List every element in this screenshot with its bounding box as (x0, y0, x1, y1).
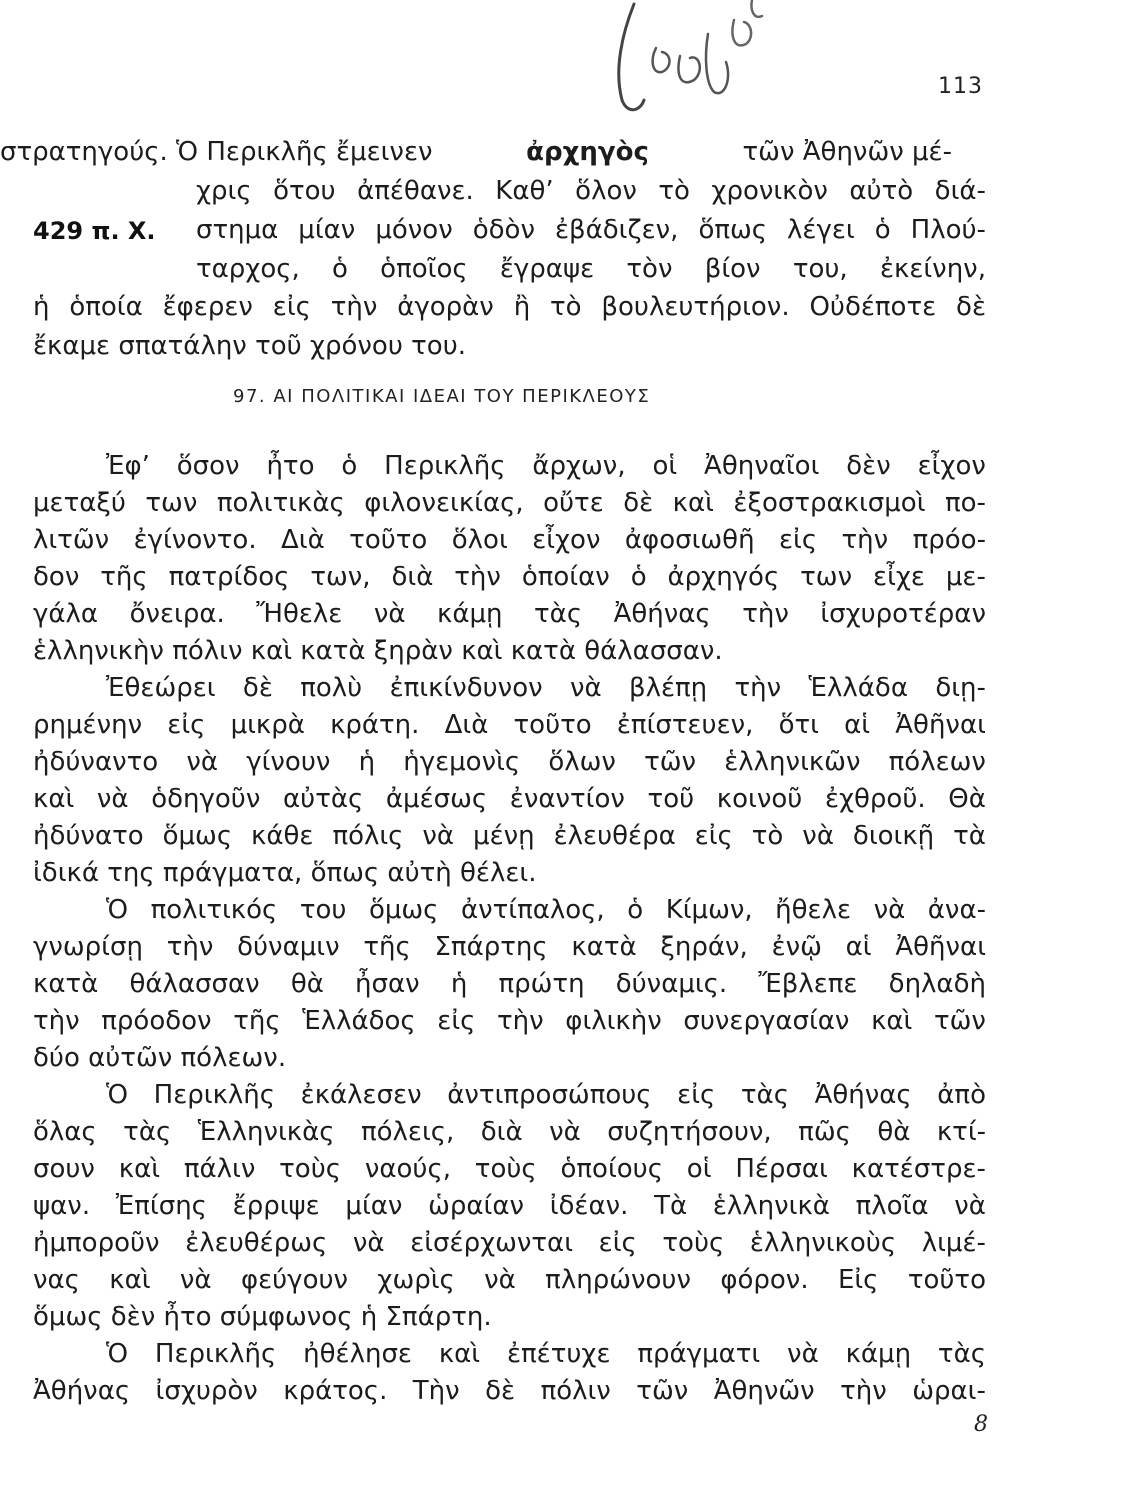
word: ἐνῷ (771, 932, 822, 962)
word: ἐναντίον (509, 784, 625, 814)
word: δύναμις. (615, 969, 728, 999)
word: ἠδύναντο (33, 747, 159, 777)
word: κάθε (251, 821, 314, 851)
text-line (33, 1156, 986, 1182)
word: θὰ (877, 1117, 911, 1147)
word: φιλικὴν (565, 1006, 662, 1036)
word: εἰς (778, 525, 818, 555)
word: τῶν (933, 1006, 986, 1036)
word: νὰ (787, 1339, 819, 1369)
word: αὐτὸ (849, 176, 914, 206)
word: βίον (704, 254, 761, 284)
word: ἠθέλησε (303, 1339, 412, 1369)
text-fragment: τῶν Ἀθηνῶν μέ- (742, 137, 952, 167)
word: νὰ (373, 599, 406, 629)
word: ξηράν, (660, 932, 748, 962)
word: δὲ (956, 292, 986, 322)
text-line: ἰδικά της πράγματα, ὅπως αὐτὴ θέλει. (33, 858, 537, 888)
word: τὸ (751, 821, 784, 851)
word: Σπάρτης (434, 932, 548, 962)
text-line (33, 601, 986, 627)
word: θὰ (290, 969, 324, 999)
word: ἑλληνικοὺς (749, 1228, 897, 1258)
word: ἐλευθέρα (553, 821, 676, 851)
word: τὸν (626, 254, 673, 284)
word: λέγει (787, 215, 855, 245)
word: διοικῇ (852, 821, 935, 851)
word: λιτῶν (33, 525, 110, 555)
word: πολιτικός (150, 895, 278, 925)
word: χρις (196, 176, 252, 206)
word: ὁποία (69, 292, 143, 322)
word: ὄνειρα. (129, 599, 225, 629)
word: τὰ (953, 821, 986, 851)
word: τῆς (100, 562, 148, 592)
word: τοῦ (647, 784, 695, 814)
word: ὁ (341, 451, 358, 481)
word: Ἤθελε (256, 599, 343, 629)
word: δον (33, 562, 80, 592)
word: νὰ (186, 747, 219, 777)
word: κοινοῦ (716, 784, 803, 814)
word: πόλιν (540, 1376, 611, 1406)
word: πράγματι (637, 1339, 761, 1369)
word: νὰ (179, 1265, 212, 1295)
word: φιλονεικίας, (364, 488, 524, 518)
word: διά- (934, 176, 986, 206)
word: ἀρχηγός (667, 562, 780, 592)
word: πρόο- (912, 525, 986, 555)
word: λιμέ- (921, 1228, 986, 1258)
word: Ἀθῆναι (895, 932, 986, 962)
word: ἑλληνικὰ (712, 1191, 830, 1221)
word: δὲν (846, 451, 891, 481)
word: εἰς (272, 292, 311, 322)
word: τὴν (742, 599, 789, 629)
word: ὁδηγοῦν (151, 784, 261, 814)
text-line (106, 675, 986, 701)
word: με- (945, 562, 986, 592)
text-line (106, 1341, 986, 1367)
word: τὸ (658, 176, 690, 206)
word: Ἔβλεπε (758, 969, 858, 999)
word: Θὰ (948, 784, 986, 814)
word: τὴν (454, 562, 501, 592)
word: Διὰ (281, 525, 325, 555)
word: τὰς (123, 1117, 172, 1147)
word: ὡραίαν (428, 1191, 525, 1221)
word: οἱ (652, 451, 678, 481)
word: ὁ (630, 562, 647, 592)
word: μίαν (298, 215, 356, 245)
word: εἶχον (532, 525, 601, 555)
word: χωρὶς (377, 1265, 455, 1295)
word: ἀπὸ (937, 1080, 986, 1110)
word: ὁ (874, 215, 891, 245)
text-line (33, 823, 986, 849)
text-line: δύο αὐτῶν πόλεων. (33, 1043, 287, 1073)
text-line (33, 971, 986, 997)
text-line (33, 1378, 986, 1404)
word: ἐπίστευεν, (616, 710, 754, 740)
word: βουλευτήριον. (601, 292, 790, 322)
word: ἐξοστρακισμοὶ (733, 488, 926, 518)
word: τῆς (363, 932, 411, 962)
word: τὴν (166, 932, 214, 962)
word: Ὁ (106, 1339, 129, 1369)
word: Ἐφ’ (106, 451, 150, 481)
word: τῆς (233, 1006, 281, 1036)
text-line (33, 564, 986, 590)
text-line (196, 178, 986, 204)
word: ἑλληνικῶν (724, 747, 861, 777)
word: τοὺς (279, 1154, 342, 1184)
word: ἔγραψε (499, 254, 595, 284)
word: Ἀθηναῖοι (704, 451, 820, 481)
word: εἰς (437, 1006, 476, 1036)
word: Πέρσαι (735, 1154, 828, 1184)
word: ἔρριψε (232, 1191, 320, 1221)
word: δὲ (485, 1376, 516, 1406)
word: ὅπως (698, 215, 768, 245)
word: τὰς (534, 599, 583, 629)
word: πρώτη (498, 969, 585, 999)
word: τοῦτο (907, 1265, 986, 1295)
word: μεταξύ (33, 488, 126, 518)
word: δὲ (623, 488, 654, 518)
word: διῃ- (935, 673, 986, 703)
text-line (196, 256, 986, 282)
word: Ἐπίσης (115, 1191, 207, 1221)
word: ἀπέθανε. (357, 176, 474, 206)
word: ἀντιπροσώπους (447, 1080, 652, 1110)
word: Ὁ (106, 895, 129, 925)
word: Ἑλλάδα (808, 673, 908, 703)
word: ἀμέσως (385, 784, 488, 814)
word: ἡ (450, 969, 468, 999)
word: κάμῃ (437, 599, 503, 629)
word: αἱ (844, 710, 871, 740)
word: τὴν (497, 1006, 544, 1036)
word: ἦτο (266, 451, 315, 481)
word: Περικλῆς (153, 1080, 276, 1110)
word: τοῦτο (349, 525, 428, 555)
word: διὰ (391, 562, 434, 592)
word: καὶ (871, 1006, 913, 1036)
word: τὰς (937, 1339, 986, 1369)
word: βλέπῃ (629, 673, 708, 703)
word: πολιτικὰς (216, 488, 345, 518)
word: ἀντίπαλος, (460, 895, 605, 925)
word: καὶ (672, 488, 714, 518)
word: μόνον (375, 215, 453, 245)
word: νας (33, 1265, 80, 1295)
word: καὶ (33, 784, 75, 814)
handwritten-scribble (600, 0, 770, 130)
word: φεύγουν (240, 1265, 349, 1295)
word: τοὺς (474, 1154, 537, 1184)
word: πόλεις, (360, 1117, 455, 1147)
word: ἢ (513, 292, 531, 322)
word: θάλασσαν (129, 969, 260, 999)
word: ὅτι (778, 710, 819, 740)
word: ἡ (33, 292, 50, 322)
word: ὅλας (33, 1117, 97, 1147)
word: εἰσέρχωνται (410, 1228, 573, 1258)
word: κτί- (936, 1117, 986, 1147)
word: οἱ (686, 1154, 712, 1184)
word: πῶς (798, 1117, 851, 1147)
word: ὁ (332, 254, 348, 284)
word: Ἀθηνῶν (713, 1376, 815, 1406)
word: κράτος. (283, 1376, 388, 1406)
word: γίνουν (246, 747, 331, 777)
word: ἰσχυρὸν (155, 1376, 258, 1406)
word: ὅμως (162, 821, 233, 851)
word: Ἀθήνας (33, 1376, 131, 1406)
word: ἔφερεν (162, 292, 253, 322)
margin-date-note: 429 π. Χ. (33, 217, 156, 245)
word: ἐπικίνδυνον (389, 673, 543, 703)
word: εἶχον (917, 451, 986, 481)
word: Διὰ (444, 710, 489, 740)
word: τὴν (734, 673, 782, 703)
word: Ἑλληνικὰς (197, 1117, 335, 1147)
text-line: ἔκαμε σπατάλην τοῦ χρόνου του. (33, 331, 466, 361)
word: πρόοδον (101, 1006, 212, 1036)
word: αἱ (845, 932, 872, 962)
word: Ἀθήνας (613, 599, 711, 629)
word: τοῦτο (513, 710, 592, 740)
word: τὸ (550, 292, 582, 322)
word: Περικλῆς (154, 1339, 277, 1369)
word: τὴν (33, 1006, 80, 1036)
word: του (299, 895, 347, 925)
word: ἀνα- (927, 895, 986, 925)
word: των, (310, 562, 371, 592)
word: νὰ (873, 895, 906, 925)
word: ὁποίους (560, 1154, 663, 1184)
word: ἐχθροῦ. (824, 784, 926, 814)
word: ὅτου (273, 176, 336, 206)
word: ἀγορὰν (397, 292, 494, 322)
word: τὴν (330, 292, 378, 322)
word: ἐβάδιζεν, (554, 215, 679, 245)
word: φόρον. (720, 1265, 809, 1295)
word: ὡραι- (912, 1376, 986, 1406)
word: ταρχος, (196, 254, 300, 284)
word: νὰ (422, 821, 455, 851)
word: τὴν (841, 525, 889, 555)
word: καὶ (118, 1154, 161, 1184)
text-line (33, 1008, 986, 1034)
word: Περικλῆς (384, 451, 506, 481)
word: νὰ (549, 1117, 581, 1147)
word: εἶχε (873, 562, 925, 592)
text-line (33, 527, 986, 553)
word: ἐκείνην, (879, 254, 986, 284)
word: συζητήσουν, (607, 1117, 772, 1147)
word: ἡ (358, 747, 376, 777)
word: σουν (33, 1154, 95, 1184)
word: ἰσχυροτέραν (820, 599, 986, 629)
word: Οὐδέποτε (809, 292, 937, 322)
word: ἰδέαν. (549, 1191, 629, 1221)
word: νὰ (352, 1228, 385, 1258)
word: νὰ (96, 784, 129, 814)
word: ἐγίνοντο. (133, 525, 257, 555)
word: δηλαδὴ (888, 969, 986, 999)
word: στημα (196, 215, 279, 245)
text-line (106, 453, 986, 479)
word: εἰς (694, 821, 733, 851)
word: ἦσαν (355, 969, 420, 999)
word: νὰ (569, 673, 602, 703)
word: ὁ (627, 895, 644, 925)
word: Κίμων, (665, 895, 753, 925)
text-line (0, 139, 952, 165)
word: ὅσον (176, 451, 240, 481)
word: ἄρχων, (532, 451, 626, 481)
word: δύναμιν (237, 932, 340, 962)
word: ρημένην (33, 710, 143, 740)
word: τῶν (636, 1376, 689, 1406)
text-line (33, 786, 986, 812)
text-line: ἑλληνικὴν πόλιν καὶ κατὰ ξηρὰν καὶ κατὰ θάλασσαν. (33, 636, 723, 666)
page-number: 113 (938, 74, 983, 99)
word: Καθ’ (495, 176, 554, 206)
word: ἐπέτυχε (506, 1339, 611, 1369)
word: των (145, 488, 198, 518)
word: ὅλον (575, 176, 637, 206)
word: διὰ (480, 1117, 523, 1147)
word: Ἐθεώρει (106, 673, 216, 703)
word: γνωρίσῃ (33, 932, 143, 962)
word: τῶν (644, 747, 697, 777)
word: πόλεων (888, 747, 986, 777)
word: Ἀθήνας (814, 1080, 912, 1110)
text-line (33, 490, 986, 516)
word: πόλις (332, 821, 404, 851)
word: ἠδύνατο (33, 821, 144, 851)
word: κράτη. (330, 710, 420, 740)
word: ἐλευθέρως (185, 1228, 328, 1258)
word: πολὺ (300, 673, 363, 703)
text-fragment: στρατηγούς. Ὁ Περικλῆς ἔμεινεν (0, 137, 433, 167)
word: κατὰ (571, 932, 637, 962)
word: ἐκάλεσεν (300, 1080, 422, 1110)
word: γάλα (33, 599, 99, 629)
word: ἡγεμονὶς (403, 747, 521, 777)
word: μένῃ (473, 821, 535, 851)
word: Ἑλλάδος (302, 1006, 416, 1036)
text-line (33, 1267, 986, 1293)
word: ὁδὸν (472, 215, 535, 245)
text-line (33, 934, 986, 960)
emphasized-word: ἀρχηγὸς (526, 137, 649, 167)
word: νὰ (954, 1191, 986, 1221)
word: χρονικὸν (711, 176, 828, 206)
text-line (196, 217, 986, 243)
text-line (33, 712, 986, 738)
word: πο- (944, 488, 986, 518)
word: πληρώνουν (545, 1265, 691, 1295)
word: μίαν (345, 1191, 403, 1221)
word: αὐτὰς (283, 784, 364, 814)
word: ναούς, (364, 1154, 451, 1184)
word: τὰς (740, 1080, 789, 1110)
word: Τὴν (412, 1376, 460, 1406)
word: ὅλοι (451, 525, 508, 555)
word: καὶ (109, 1265, 151, 1295)
word: συνεργασίαν (683, 1006, 850, 1036)
word: Εἰς (837, 1265, 879, 1295)
text-line (106, 897, 986, 923)
word: εἰς (677, 1080, 716, 1110)
word: Πλού- (910, 215, 986, 245)
word: πατρίδος (168, 562, 290, 592)
word: ὅλων (548, 747, 616, 777)
word: ὁποίαν (521, 562, 610, 592)
word: Ἀθῆναι (895, 710, 986, 740)
word: ὁποῖος (380, 254, 468, 284)
word: εἰς (167, 710, 206, 740)
word: νὰ (484, 1265, 516, 1295)
word: εἰς (598, 1228, 637, 1258)
text-line (33, 294, 986, 320)
text-line (33, 749, 986, 775)
word: πλοῖα (855, 1191, 929, 1221)
text-line (33, 1193, 986, 1219)
text-line: ὅμως δὲν ἦτο σύμφωνος ἡ Σπάρτη. (33, 1302, 492, 1332)
word: κάμῃ (845, 1339, 912, 1369)
word: ἤθελε (775, 895, 852, 925)
word: των (800, 562, 853, 592)
word: μικρὰ (230, 710, 305, 740)
word: ὅμως (368, 895, 439, 925)
word: ψαν. (33, 1191, 91, 1221)
word: οὔτε (543, 488, 604, 518)
word: καὶ (438, 1339, 481, 1369)
word: Τὰ (654, 1191, 688, 1221)
signature-mark: 8 (974, 1412, 988, 1437)
word: τοὺς (662, 1228, 725, 1258)
text-line (33, 1119, 986, 1145)
word: κατέστρε- (851, 1154, 986, 1184)
section-heading: 97. ΑΙ ΠΟΛΙΤΙΚΑΙ ΙΔΕΑΙ ΤΟΥ ΠΕΡΙΚΛΕΟΥΣ (233, 386, 651, 407)
word: δὲ (242, 673, 273, 703)
word: τὴν (840, 1376, 887, 1406)
word: Ὁ (106, 1080, 129, 1110)
word: νὰ (802, 821, 834, 851)
text-line (33, 1230, 986, 1256)
word: ἠμποροῦν (33, 1228, 160, 1258)
word: πάλιν (183, 1154, 256, 1184)
word: ἀφοσιωθῆ (624, 525, 755, 555)
word: κατὰ (33, 969, 99, 999)
word: του, (792, 254, 848, 284)
text-line (106, 1082, 986, 1108)
